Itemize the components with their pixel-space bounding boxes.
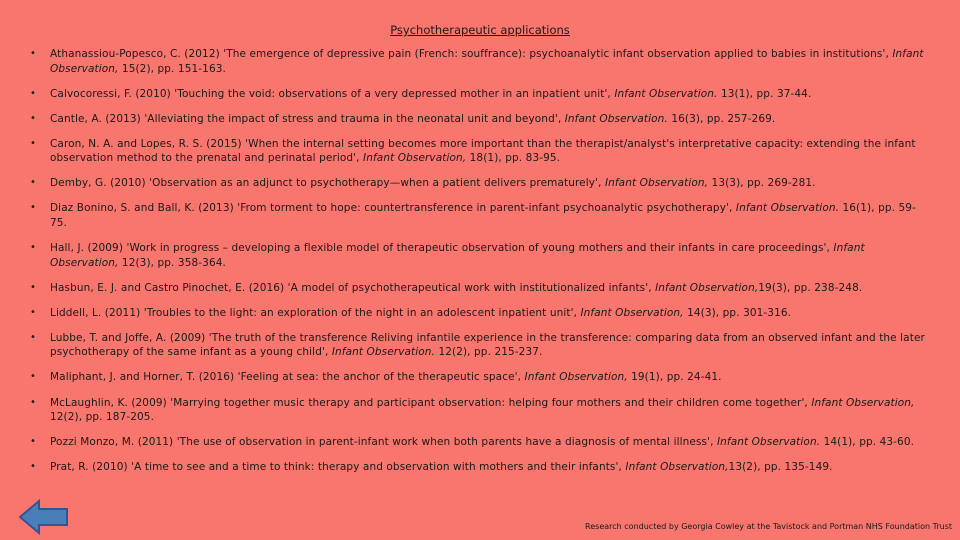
reference-text: Hasbun, E. J. and Castro Pinochet, E. (2016) 'A model of psychotherapeutical work with institutionalized infants', bbox=[50, 281, 656, 294]
reference-item bbox=[30, 460, 930, 475]
reference-volume-pages: 13(1), pp. 37-44. bbox=[717, 87, 812, 100]
reference-item bbox=[30, 47, 930, 76]
bullet: • bbox=[30, 87, 36, 99]
journal-name: Infant Observation, bbox=[625, 461, 729, 474]
journal-name: Infant Observation, bbox=[580, 306, 684, 319]
reference-text: Athanassiou-Popesco, C. (2012) 'The emergence of depressive pain (French: souffrance): psychoanalytic infant observation applied to babies in institutions', bbox=[50, 48, 893, 60]
journal-name: Infant Observation. bbox=[716, 436, 821, 449]
reference-item bbox=[30, 241, 930, 270]
reference-item bbox=[30, 396, 930, 425]
reference-volume-pages: 19(3), pp. 238-248. bbox=[758, 281, 863, 294]
reference-volume-pages: 18(1), pp. 83-95. bbox=[466, 152, 561, 165]
reference-item bbox=[30, 370, 930, 385]
reference-item bbox=[30, 201, 930, 230]
bullet: • bbox=[30, 112, 36, 124]
reference-list bbox=[30, 47, 930, 485]
journal-name: Infant Observation. bbox=[331, 346, 435, 359]
reference-volume-pages: 15(2), pp. 151-163. bbox=[118, 62, 226, 75]
bullet: • bbox=[30, 371, 36, 383]
credit-text: Research conducted by Georgia Cowley at the Tavistock and Portman NHS Foundation Trust bbox=[585, 522, 952, 531]
reference-item bbox=[30, 176, 930, 191]
reference-text: Cantle, A. (2013) 'Alleviating the impact of stress and trauma in the neonatal unit and beyond', bbox=[50, 112, 565, 125]
reference-volume-pages: 13(3), pp. 269-281. bbox=[708, 177, 816, 190]
reference-text: Hall, J. (2009) 'Work in progress – developing a flexible model of therapeutic observation of young mothers and their infants in care proceedings', bbox=[50, 242, 834, 255]
journal-name: Infant Observation. bbox=[564, 112, 668, 125]
reference-volume-pages: 16(1), pp. 59-75. bbox=[50, 202, 916, 229]
reference-volume-pages: 19(1), pp. 24-41. bbox=[627, 371, 722, 384]
bullet: • bbox=[30, 48, 36, 59]
reference-volume-pages: 12(2), pp. 187-205. bbox=[50, 411, 155, 424]
back-button[interactable] bbox=[18, 498, 70, 536]
reference-text: Maliphant, J. and Horner, T. (2016) 'Feeling at sea: the anchor of the therapeutic space', bbox=[50, 371, 525, 384]
journal-name: Infant Observation, bbox=[604, 177, 709, 190]
reference-text: Demby, G. (2010) 'Observation as an adjunct to psychotherapy—when a patient delivers prematurely', bbox=[50, 177, 605, 190]
bullet: • bbox=[30, 242, 36, 254]
left-arrow-icon[interactable] bbox=[18, 498, 70, 536]
bullet: • bbox=[30, 281, 36, 293]
reference-volume-pages: 12(2), pp. 215-237. bbox=[435, 346, 543, 359]
journal-name: Infant Observation, bbox=[363, 152, 467, 165]
reference-item bbox=[30, 331, 930, 360]
journal-name: Infant Observation, bbox=[50, 48, 924, 75]
page-title: Psychotherapeutic applications bbox=[390, 23, 570, 37]
reference-volume-pages: 12(3), pp. 358-364. bbox=[118, 256, 226, 269]
journal-name: Infant Observation. bbox=[614, 87, 718, 100]
reference-text: Prat, R. (2010) 'A time to see and a time to think: therapy and observation with mothers and their infants', bbox=[50, 461, 626, 474]
reference-item bbox=[30, 281, 930, 296]
journal-name: Infant Observation, bbox=[524, 371, 628, 384]
journal-name: Infant Observation, bbox=[811, 396, 915, 409]
bullet: • bbox=[30, 461, 36, 473]
reference-item bbox=[30, 435, 930, 450]
reference-text: Liddell, L. (2011) 'Troubles to the light: an exploration of the night in an adolescent inpatient unit', bbox=[50, 306, 581, 319]
bullet: • bbox=[30, 306, 36, 318]
reference-text: Lubbe, T. and Joffe, A. (2009) 'The truth of the transference Reliving infantile experience in the transference: comparing data from an observed infant and the later psychotherapy of the same infant as a young child', bbox=[50, 331, 925, 359]
journal-name: Infant Observation. bbox=[735, 202, 840, 215]
journal-name: Infant Observation, bbox=[50, 242, 865, 269]
reference-volume-pages: 14(1), pp. 43-60. bbox=[820, 436, 915, 449]
reference-item bbox=[30, 306, 930, 321]
bullet: • bbox=[30, 331, 36, 343]
reference-item bbox=[30, 112, 930, 127]
reference-text: Caron, N. A. and Lopes, R. S. (2015) 'When the internal setting becomes more important than the therapist/analyst's interpretative capacity: extending the infant observation method to the prenatal and perinatal period', bbox=[50, 137, 916, 165]
reference-text: McLaughlin, K. (2009) 'Marrying together music therapy and participant observation: helping four mothers and their children come together', bbox=[50, 396, 812, 409]
reference-text: Calvocoressi, F. (2010) 'Touching the void: observations of a very depressed mother in an inpatient unit', bbox=[50, 87, 615, 100]
reference-volume-pages: 13(2), pp. 135-149. bbox=[728, 461, 833, 474]
bullet: • bbox=[30, 436, 36, 448]
bullet: • bbox=[30, 177, 36, 189]
journal-name: Infant Observation, bbox=[655, 281, 759, 294]
reference-text: Pozzi Monzo, M. (2011) 'The use of observation in parent-infant work when both parents have a diagnosis of mental illness', bbox=[50, 436, 717, 449]
bullet: • bbox=[30, 137, 36, 149]
reference-volume-pages: 14(3), pp. 301-316. bbox=[683, 306, 792, 319]
reference-item bbox=[30, 137, 930, 166]
reference-item bbox=[30, 87, 930, 102]
reference-volume-pages: 16(3), pp. 257-269. bbox=[667, 112, 776, 125]
bullet: • bbox=[30, 396, 36, 408]
reference-text: Diaz Bonino, S. and Ball, K. (2013) 'From torment to hope: countertransference in parent-infant psychoanalytic psychotherapy', bbox=[50, 202, 736, 215]
bullet: • bbox=[30, 202, 36, 214]
